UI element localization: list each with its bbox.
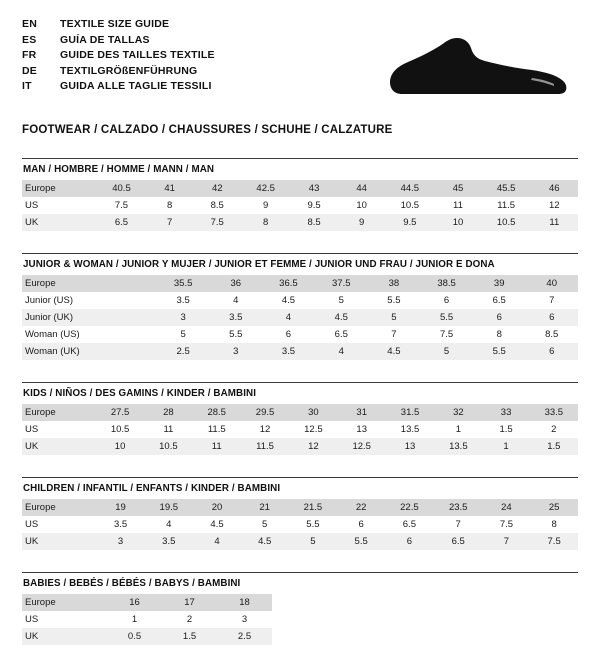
language-row <box>22 49 215 65</box>
size-cell: 7 <box>146 214 193 231</box>
row-label: Europe <box>22 499 97 516</box>
table-row <box>22 326 578 343</box>
size-cell: 5.5 <box>420 309 473 326</box>
size-cell: 4.5 <box>262 292 315 309</box>
row-label: Woman (UK) <box>22 343 105 360</box>
size-cell: 11.5 <box>241 438 289 455</box>
size-cell: 6 <box>525 309 578 326</box>
table-row <box>22 292 578 309</box>
size-cell: 11 <box>531 214 578 231</box>
size-cell: 22.5 <box>385 499 434 516</box>
size-cell: 42.5 <box>241 180 290 197</box>
size-cell: 4 <box>144 516 193 533</box>
size-cell: 28.5 <box>193 404 241 421</box>
size-cell: 19 <box>97 499 145 516</box>
size-cell: 3.5 <box>157 292 210 309</box>
size-cell: 5 <box>315 292 368 309</box>
size-cell: 4.5 <box>241 533 289 550</box>
row-label: UK <box>22 438 96 455</box>
size-cell: 38.5 <box>420 275 473 292</box>
size-cell: 13 <box>386 438 434 455</box>
row-label: Europe <box>22 275 105 292</box>
size-cell: 36.5 <box>262 275 315 292</box>
size-cell: 5.5 <box>289 516 338 533</box>
size-cell: 3.5 <box>144 533 193 550</box>
row-label: Junior (UK) <box>22 309 105 326</box>
language-code: IT <box>22 80 32 92</box>
size-cell: 6 <box>385 533 434 550</box>
size-cell: 6.5 <box>315 326 368 343</box>
size-cell: 42 <box>193 180 241 197</box>
size-cell: 24 <box>483 499 531 516</box>
size-cell: 16 <box>107 594 162 611</box>
size-cell: 5 <box>289 533 338 550</box>
size-cell: 8 <box>530 516 578 533</box>
size-cell: 6 <box>525 343 578 360</box>
size-cell: 10 <box>96 438 144 455</box>
size-cell: 5.5 <box>368 292 420 309</box>
row-label: Junior (US) <box>22 292 105 309</box>
table-row <box>22 611 272 628</box>
size-cell: 11.5 <box>482 197 531 214</box>
size-cell: 3 <box>217 611 272 628</box>
group-label: CHILDREN / INFANTIL / ENFANTS / KINDER / BAMBINI <box>22 477 578 499</box>
group-label: MAN / HOMBRE / HOMME / MANN / MAN <box>22 158 578 180</box>
row-label: UK <box>22 214 97 231</box>
size-cell: 1.5 <box>530 438 578 455</box>
row-label: Europe <box>22 180 97 197</box>
size-cell: 11 <box>434 197 481 214</box>
table-row <box>22 180 578 197</box>
size-cell: 6 <box>420 292 473 309</box>
size-cell: 7.5 <box>97 197 146 214</box>
row-label: Europe <box>22 594 107 611</box>
size-cell: 13.5 <box>434 438 482 455</box>
size-cell: 21 <box>241 499 289 516</box>
size-cell: 5.5 <box>210 326 262 343</box>
size-cell: 32 <box>434 404 482 421</box>
size-cell: 45 <box>434 180 481 197</box>
size-table-body <box>22 499 578 550</box>
group-children <box>22 477 578 550</box>
size-cell: 4.5 <box>193 516 241 533</box>
size-cell: 1.5 <box>483 421 530 438</box>
size-cell: 2.5 <box>217 628 272 645</box>
size-cell: 12 <box>289 438 337 455</box>
size-cell: 11 <box>193 438 241 455</box>
language-code: EN <box>22 18 37 30</box>
size-cell <box>105 343 156 360</box>
language-title: GUIDE DES TAILLES TEXTILE <box>60 49 215 61</box>
size-cell: 4.5 <box>368 343 420 360</box>
language-title-list-body <box>22 18 215 96</box>
row-label: Europe <box>22 404 96 421</box>
size-cell: 0.5 <box>107 628 162 645</box>
group-label: JUNIOR & WOMAN / JUNIOR Y MUJER / JUNIOR ET FEMME / JUNIOR UND FRAU / JUNIOR E DONA <box>22 253 578 275</box>
size-cell: 3.5 <box>210 309 262 326</box>
language-title: TEXTILE SIZE GUIDE <box>60 18 170 30</box>
size-cell: 8.5 <box>290 214 338 231</box>
size-cell: 7.5 <box>420 326 473 343</box>
size-cell: 44 <box>338 180 385 197</box>
size-cell: 7.5 <box>530 533 578 550</box>
size-cell: 9 <box>338 214 385 231</box>
size-cell: 17 <box>162 594 217 611</box>
language-title: GUÍA DE TALLAS <box>60 33 150 46</box>
size-cell: 4 <box>193 533 241 550</box>
size-cell: 5 <box>157 326 210 343</box>
size-cell: 12 <box>531 197 578 214</box>
document-header <box>22 18 578 110</box>
size-cell: 3.5 <box>262 343 315 360</box>
row-label: US <box>22 421 96 438</box>
size-cell <box>105 275 156 292</box>
dress-shoe-icon <box>382 34 572 104</box>
size-cell: 5.5 <box>337 533 385 550</box>
size-cell: 10.5 <box>482 214 531 231</box>
size-cell: 35.5 <box>157 275 210 292</box>
size-cell: 36 <box>210 275 262 292</box>
size-cell: 2 <box>162 611 217 628</box>
size-cell: 12 <box>241 421 289 438</box>
size-cell: 1 <box>434 421 482 438</box>
size-cell: 23.5 <box>434 499 483 516</box>
group-label: BABIES / BEBÉS / BÉBÉS / BABYS / BAMBINI <box>22 572 578 594</box>
size-cell: 37.5 <box>315 275 368 292</box>
size-cell: 3 <box>157 309 210 326</box>
table-row <box>22 499 578 516</box>
size-cell: 33.5 <box>530 404 578 421</box>
row-label: US <box>22 516 97 533</box>
size-cell: 10 <box>434 214 481 231</box>
group-kids <box>22 382 578 455</box>
language-row <box>22 80 215 96</box>
size-cell: 8.5 <box>193 197 241 214</box>
size-cell: 45.5 <box>482 180 531 197</box>
group-label: KIDS / NIÑOS / DES GAMINS / KINDER / BAMBINI <box>22 382 578 404</box>
size-cell: 6.5 <box>434 533 483 550</box>
size-cell: 27.5 <box>96 404 144 421</box>
group-junior-woman <box>22 253 578 360</box>
language-title-list <box>22 18 215 96</box>
size-cell: 8 <box>146 197 193 214</box>
size-table-children <box>22 499 578 550</box>
size-cell: 5 <box>368 309 420 326</box>
size-cell: 1 <box>107 611 162 628</box>
size-table-man <box>22 180 578 231</box>
group-man <box>22 158 578 231</box>
table-row <box>22 533 578 550</box>
table-row <box>22 421 578 438</box>
size-cell: 12.5 <box>289 421 337 438</box>
table-row <box>22 438 578 455</box>
size-table-kids <box>22 404 578 455</box>
row-label: US <box>22 611 107 628</box>
size-cell: 6.5 <box>97 214 146 231</box>
size-table-junior-woman <box>22 275 578 360</box>
language-code: ES <box>22 33 37 46</box>
size-cell: 11.5 <box>193 421 241 438</box>
size-table-body <box>22 594 272 645</box>
size-cell: 40.5 <box>97 180 146 197</box>
size-cell: 44.5 <box>385 180 434 197</box>
size-cell: 5.5 <box>473 343 525 360</box>
size-cell <box>105 326 156 343</box>
table-row <box>22 214 578 231</box>
table-row <box>22 404 578 421</box>
size-cell: 2.5 <box>157 343 210 360</box>
size-cell: 3.5 <box>97 516 145 533</box>
size-cell: 7.5 <box>483 516 531 533</box>
language-title: GUIDA ALLE TAGLIE TESSILI <box>60 80 212 92</box>
size-cell: 30 <box>289 404 337 421</box>
size-table-babies <box>22 594 272 645</box>
size-cell: 6 <box>337 516 385 533</box>
table-row <box>22 275 578 292</box>
footwear-section-title: FOOTWEAR / CALZADO / CHAUSSURES / SCHUHE / CALZATURE <box>22 124 393 136</box>
language-code: FR <box>22 49 37 61</box>
size-cell: 7 <box>525 292 578 309</box>
table-row <box>22 516 578 533</box>
size-cell: 28 <box>144 404 192 421</box>
size-cell: 4 <box>210 292 262 309</box>
language-code: DE <box>22 64 37 77</box>
size-cell: 4 <box>315 343 368 360</box>
size-cell: 1 <box>483 438 530 455</box>
size-cell <box>105 292 156 309</box>
size-cell: 9 <box>241 197 290 214</box>
language-row <box>22 34 215 50</box>
size-cell: 9.5 <box>290 197 338 214</box>
size-cell: 39 <box>473 275 525 292</box>
size-cell <box>105 309 156 326</box>
size-cell: 4.5 <box>315 309 368 326</box>
table-row <box>22 309 578 326</box>
row-label: UK <box>22 533 97 550</box>
group-babies <box>22 572 578 645</box>
size-cell: 7 <box>483 533 531 550</box>
size-cell: 13 <box>338 421 386 438</box>
size-cell: 9.5 <box>385 214 434 231</box>
language-row <box>22 65 215 81</box>
size-cell: 10.5 <box>385 197 434 214</box>
size-cell: 6.5 <box>473 292 525 309</box>
size-cell: 1.5 <box>162 628 217 645</box>
size-cell: 3 <box>97 533 145 550</box>
size-cell: 43 <box>290 180 338 197</box>
language-title: TEXTILGRÖßENFÜHRUNG <box>60 64 198 77</box>
size-cell: 8 <box>241 214 290 231</box>
size-cell: 7.5 <box>193 214 241 231</box>
size-cell: 11 <box>144 421 192 438</box>
size-cell: 10.5 <box>96 421 144 438</box>
size-cell: 6.5 <box>385 516 434 533</box>
size-cell: 10 <box>338 197 385 214</box>
size-cell: 2 <box>530 421 578 438</box>
size-cell: 22 <box>337 499 385 516</box>
size-cell: 38 <box>368 275 420 292</box>
size-cell: 3 <box>210 343 262 360</box>
size-table-body <box>22 180 578 231</box>
row-label: UK <box>22 628 107 645</box>
language-row <box>22 18 215 34</box>
size-cell: 19.5 <box>144 499 193 516</box>
size-cell: 29.5 <box>241 404 289 421</box>
table-row <box>22 343 578 360</box>
row-label: US <box>22 197 97 214</box>
size-cell: 41 <box>146 180 193 197</box>
table-row <box>22 197 578 214</box>
size-cell: 5 <box>420 343 473 360</box>
size-cell: 20 <box>193 499 241 516</box>
table-row <box>22 628 272 645</box>
size-cell: 8 <box>473 326 525 343</box>
size-cell: 6 <box>473 309 525 326</box>
size-cell: 6 <box>262 326 315 343</box>
size-cell: 33 <box>483 404 530 421</box>
size-cell: 12.5 <box>338 438 386 455</box>
size-cell: 31.5 <box>386 404 434 421</box>
size-cell: 31 <box>338 404 386 421</box>
size-cell: 21.5 <box>289 499 338 516</box>
size-cell: 10.5 <box>144 438 192 455</box>
size-table-body <box>22 275 578 360</box>
size-cell: 46 <box>531 180 578 197</box>
size-table-body <box>22 404 578 455</box>
size-cell: 4 <box>262 309 315 326</box>
size-cell: 8.5 <box>525 326 578 343</box>
size-cell: 7 <box>368 326 420 343</box>
size-cell: 13.5 <box>386 421 434 438</box>
row-label: Woman (US) <box>22 326 105 343</box>
size-cell: 7 <box>434 516 483 533</box>
table-row <box>22 594 272 611</box>
size-cell: 5 <box>241 516 289 533</box>
size-cell: 40 <box>525 275 578 292</box>
size-cell: 18 <box>217 594 272 611</box>
size-cell: 25 <box>530 499 578 516</box>
